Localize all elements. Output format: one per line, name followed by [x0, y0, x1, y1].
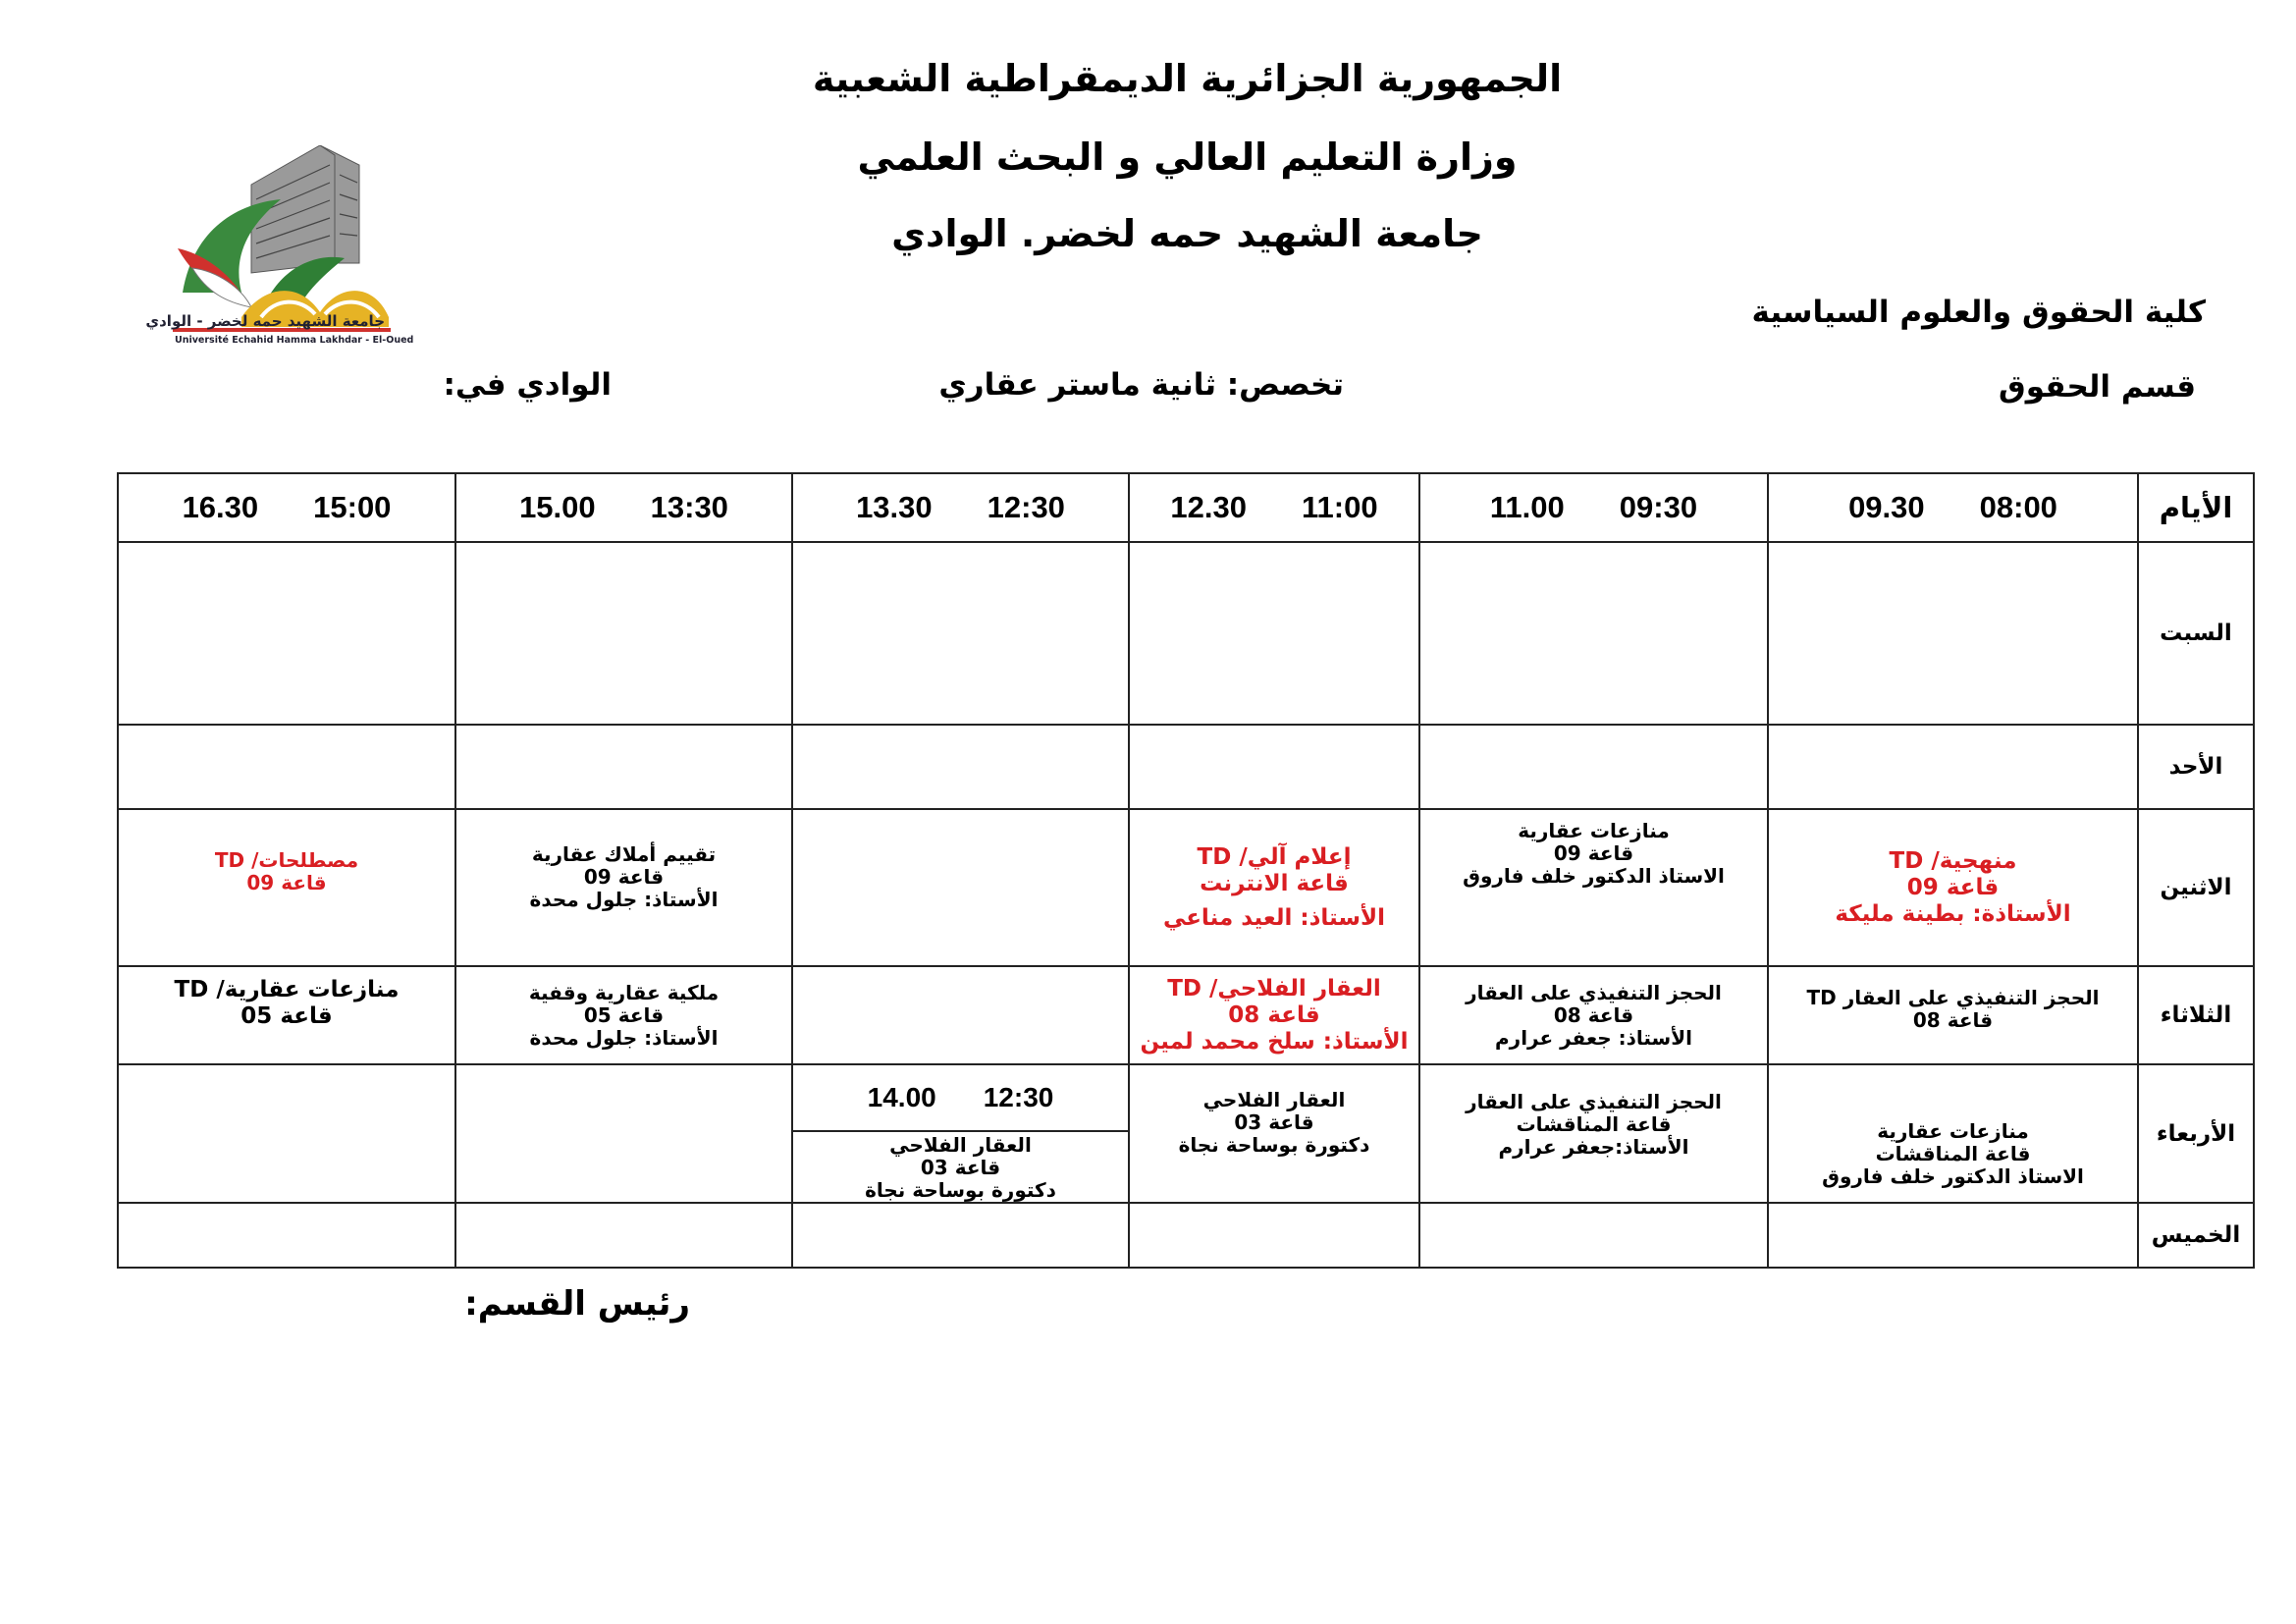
table-row: [118, 725, 2254, 809]
room: قاعة 05: [583, 1002, 665, 1027]
class-cell: [1419, 966, 1768, 1064]
table-row: [118, 966, 2254, 1064]
table-cell: [455, 1064, 792, 1203]
teacher: الأستاذة: بطينة مليكة: [1835, 900, 2071, 927]
header-university: جامعة الشهيد حمه لخضر. الوادي: [891, 212, 1483, 255]
table-cell: [455, 725, 792, 809]
room: قاعة 05: [240, 1003, 333, 1029]
teacher: دكتورة بوساحة نجاة: [865, 1178, 1056, 1202]
teacher: الأستاذ: العيد مناعي: [1162, 904, 1386, 931]
table-row: [118, 1203, 2254, 1268]
room: قاعة 03: [1234, 1110, 1314, 1134]
course-name: الحجز التنفيذي على العقار: [1466, 1090, 1722, 1113]
day-monday: الاثنين: [2138, 809, 2254, 966]
course-name: منازعات عقارية/ TD: [174, 977, 400, 1002]
table-cell: [792, 725, 1129, 809]
course-name: مصطلحات/ TD: [214, 848, 359, 872]
table-cell: [1129, 1203, 1419, 1268]
table-header-row: [118, 473, 2254, 542]
sub-slot: [793, 1065, 1128, 1202]
table-cell: [118, 1203, 455, 1268]
day-tuesday: الثلاثاء: [2138, 966, 2254, 1064]
course-name: منازعات عقارية: [1877, 1119, 2029, 1143]
header-republic: الجمهورية الجزائرية الديمقراطية الشعبية: [812, 57, 1563, 100]
specialty: تخصص: ثانية ماستر عقاري: [938, 367, 1344, 403]
slot-header-1: 08:0009.30: [1768, 473, 2138, 542]
split-cell: [792, 1064, 1129, 1203]
class-cell: [793, 1131, 1128, 1202]
course-name: منازعات عقارية: [1518, 819, 1670, 842]
room: قاعة 03: [920, 1156, 1001, 1179]
table-cell: [1768, 725, 2138, 809]
teacher: دكتورة بوساحة نجاة: [1178, 1133, 1370, 1157]
slot-header-2: 09:3011.00: [1419, 473, 1768, 542]
class-cell: [455, 966, 792, 1064]
course-name: ملكية عقارية وقفية: [528, 980, 720, 1004]
teacher: الأستاذ: جلول محدة: [529, 1025, 719, 1050]
course-name: إعلام آلي/ TD: [1197, 843, 1352, 870]
faculty-name: كلية الحقوق والعلوم السياسية: [1751, 295, 2206, 330]
table-cell: [792, 809, 1129, 966]
class-cell: [455, 809, 792, 966]
teacher: الأستاذ:جعفر عرارم: [1498, 1135, 1689, 1159]
day-sunday: الأحد: [2138, 725, 2254, 809]
teacher: الاستاذ الدكتور خلف فاروق: [1463, 864, 1725, 888]
table-cell: [118, 1064, 455, 1203]
department-name: قسم الحقوق: [1998, 369, 2196, 405]
teacher: الأستاذ: جعفر عرارم: [1495, 1025, 1692, 1050]
class-cell: [1129, 966, 1419, 1064]
course-name: العقار الفلاحي: [889, 1133, 1032, 1157]
header-ministry: وزارة التعليم العالي و البحث العلمي: [857, 135, 1518, 179]
room: قاعة 09: [246, 871, 327, 894]
timetable: [117, 472, 2255, 1269]
class-cell: [1768, 966, 2138, 1064]
table-cell: [792, 966, 1129, 1064]
class-cell: [1768, 809, 2138, 966]
table-cell: [118, 542, 455, 725]
room: قاعة 09: [583, 865, 665, 889]
table-cell: [1419, 542, 1768, 725]
day-thursday: الخميس: [2138, 1203, 2254, 1268]
sub-slot-time: 12:3014.00: [793, 1065, 1128, 1131]
teacher: الأستاذ: سلخ محمد لمين: [1140, 1028, 1409, 1055]
table-cell: [1768, 542, 2138, 725]
table-row: [118, 809, 2254, 966]
class-cell: [118, 809, 455, 966]
table-cell: [792, 1203, 1129, 1268]
room: قاعة 08: [1912, 1008, 1994, 1032]
table-cell: [1419, 1203, 1768, 1268]
room: قاعة المناقشات: [1875, 1142, 2031, 1165]
course-name: العقار الفلاحي/ TD: [1167, 975, 1381, 1001]
class-cell: [118, 966, 455, 1064]
course-name: منهجية/ TD: [1889, 847, 2017, 874]
teacher: الأستاذ: جلول محدة: [529, 888, 719, 911]
slot-header-6: 15:0016.30: [118, 473, 455, 542]
day-wednesday: الأربعاء: [2138, 1064, 2254, 1203]
table-row: [118, 542, 2254, 725]
table-cell: [1129, 725, 1419, 809]
table-cell: [118, 725, 455, 809]
room: قاعة 08: [1553, 1002, 1634, 1027]
slot-header-4: 12:3013.30: [792, 473, 1129, 542]
class-cell: [1419, 1064, 1768, 1203]
table-cell: [1129, 542, 1419, 725]
class-cell: [1129, 1064, 1419, 1203]
class-cell: [1129, 809, 1419, 966]
table-cell: [455, 542, 792, 725]
course-name: تقييم أملاك عقارية: [531, 842, 717, 866]
table-cell: [1419, 725, 1768, 809]
head-of-department-label: رئيس القسم:: [464, 1284, 690, 1324]
course-name: العقار الفلاحي: [1202, 1088, 1346, 1111]
table-row: [118, 1064, 2254, 1203]
day-saturday: السبت: [2138, 542, 2254, 725]
city-date: الوادي في:: [443, 367, 612, 403]
slot-header-5: 13:3015.00: [455, 473, 792, 542]
slot-header-3: 11:0012.30: [1129, 473, 1419, 542]
table-cell: [1768, 1203, 2138, 1268]
course-name: الحجز التنفيذي على العقار TD: [1806, 986, 2100, 1009]
logo-name-fr: Université Echahid Hamma Lakhdar - El-Oued: [175, 335, 414, 346]
room: قاعة 08: [1228, 1001, 1320, 1028]
room: قاعة الانترنت: [1200, 870, 1349, 896]
room: قاعة المناقشات: [1516, 1112, 1672, 1136]
days-column-header: الأيام: [2138, 473, 2254, 542]
class-cell: [1419, 809, 1768, 966]
course-name: الحجز التنفيذي على العقار: [1466, 980, 1722, 1004]
table-cell: [455, 1203, 792, 1268]
teacher: الاستاذ الدكتور خلف فاروق: [1822, 1164, 2084, 1188]
table-cell: [792, 542, 1129, 725]
logo-name-ar: جامعة الشهيد حمه لخضر - الوادي: [145, 312, 385, 330]
room: قاعة 09: [1553, 841, 1634, 865]
room: قاعة 09: [1906, 874, 2000, 900]
class-cell: [1768, 1064, 2138, 1203]
